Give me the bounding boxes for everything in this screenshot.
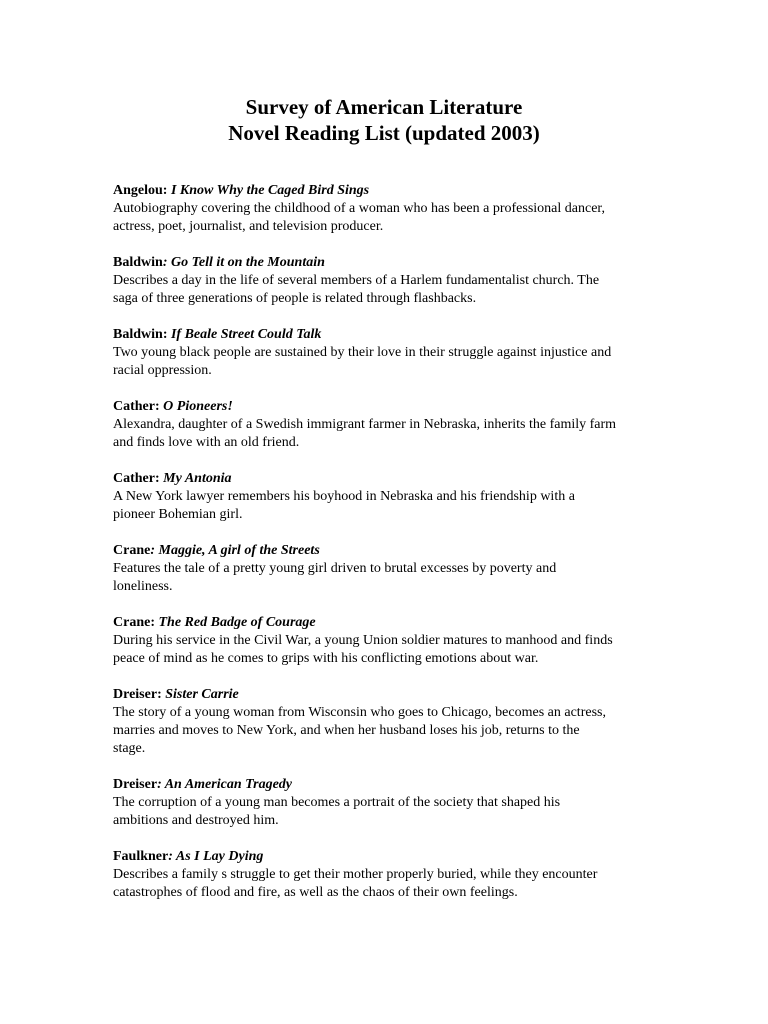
entry-separator: : — [157, 777, 162, 792]
entry-description: The story of a young woman from Wisconsin who goes to Chicago, becomes an actress, marries and moves to New York, and when her husband loses his job, returns to the stage. — [113, 705, 606, 756]
list-item — [113, 614, 673, 668]
entry-author: Dreiser — [113, 777, 158, 792]
entry-heading — [113, 470, 673, 488]
entry-book-title: An American Tragedy — [161, 777, 293, 792]
entry-description: Alexandra, daughter of a Swedish immigrant farmer in Nebraska, inherits the family farm and finds love with an old friend. — [113, 417, 617, 450]
entry-heading — [113, 326, 673, 344]
entry-heading — [113, 182, 673, 200]
entry-separator: : — [162, 183, 168, 198]
list-item — [113, 848, 673, 902]
entry-description: Features the tale of a pretty young girl driven to brutal excesses by poverty and loneliness. — [113, 561, 557, 594]
document-subtitle: Novel Reading List (updated 2003) — [228, 121, 540, 145]
entry-book-title: As I Lay Dying — [172, 849, 264, 864]
entry-book-title: I Know Why the Caged Bird Sings — [167, 183, 370, 198]
entry-description: Describes a day in the life of several members of a Harlem fundamentalist church. The saga of three generations of people is related through flashbacks. — [113, 273, 600, 306]
entry-description: Two young black people are sustained by their love in their struggle against injustice and racial oppression. — [113, 345, 612, 378]
entry-separator: : — [162, 327, 168, 342]
entry-heading — [113, 254, 673, 272]
entry-book-title: My Antonia — [159, 471, 232, 486]
entry-description: Autobiography covering the childhood of a woman who has been a professional dancer, actress, poet, journalist, and television producer. — [113, 201, 606, 234]
entry-book-title: Go Tell it on the Mountain — [167, 255, 325, 270]
entry-book-title: The Red Badge of Courage — [155, 615, 316, 630]
entry-author: Baldwin — [113, 327, 163, 342]
list-item — [113, 542, 673, 596]
entry-author: Dreiser — [113, 687, 158, 702]
list-item — [113, 254, 673, 308]
reading-list — [113, 182, 673, 920]
list-item — [113, 326, 673, 380]
list-item — [113, 398, 673, 452]
entry-description: The corruption of a young man becomes a portrait of the society that shaped his ambitions and destroyed him. — [113, 795, 561, 828]
entry-book-title: Sister Carrie — [161, 687, 239, 702]
entry-heading — [113, 542, 673, 560]
document-title: Survey of American Literature — [245, 95, 523, 119]
list-item — [113, 470, 673, 524]
entry-separator: : — [150, 615, 155, 630]
list-item — [113, 776, 673, 830]
entry-book-title: Maggie, A girl of the Streets — [155, 543, 320, 558]
entry-separator: : — [155, 471, 160, 486]
entry-heading — [113, 686, 673, 704]
entry-separator: : — [162, 255, 168, 270]
entry-description: During his service in the Civil War, a young Union soldier matures to manhood and finds peace of mind as he comes to grips with his conflicting emotions about war. — [113, 633, 613, 666]
entry-author: Angelou — [113, 183, 163, 198]
list-item — [113, 686, 673, 758]
entry-separator: : — [155, 399, 160, 414]
entry-separator: : — [168, 849, 173, 864]
list-item — [113, 182, 673, 236]
entry-separator: : — [150, 543, 155, 558]
entry-author: Cather — [113, 471, 155, 486]
entry-heading — [113, 776, 673, 794]
entry-author: Crane — [113, 615, 151, 630]
entry-heading — [113, 398, 673, 416]
entry-description: A New York lawyer remembers his boyhood in Nebraska and his friendship with a pioneer Bohemian girl. — [113, 489, 575, 522]
entry-heading — [113, 848, 673, 866]
entry-author: Baldwin — [113, 255, 163, 270]
entry-book-title: If Beale Street Could Talk — [167, 327, 322, 342]
entry-author: Cather — [113, 399, 155, 414]
entry-book-title: O Pioneers! — [159, 399, 233, 414]
entry-author: Crane — [113, 543, 151, 558]
entry-separator: : — [157, 687, 162, 702]
entry-author: Faulkner — [113, 849, 169, 864]
entry-heading — [113, 614, 673, 632]
entry-description: Describes a family s struggle to get their mother properly buried, while they encounter catastrophes of flood and fire, as well as the chaos of their own feelings. — [113, 867, 598, 900]
